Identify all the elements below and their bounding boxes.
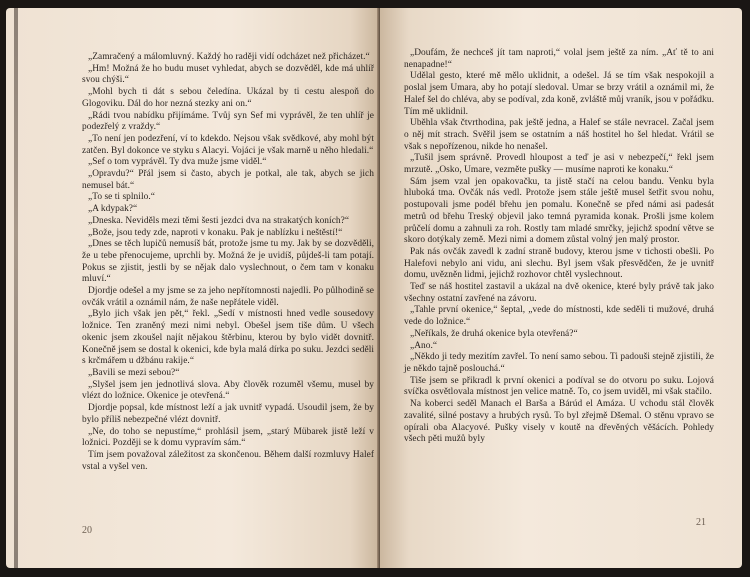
paragraph: „Tahle první okenice,“ šeptal, „vede do místnosti, kde seděli ti mužové, druhá vede do ložnice.“ <box>404 305 714 328</box>
paragraph: Udělal gesto, které mě mělo uklidnit, a odešel. Já se tím však nespokojil a poslal jsem Umara, aby ho potají sledoval. Umar se brzy vrátil a oznámil mi, že Halef šel do chléva, aby se podíval, zda koně, zvláště můj vraník, jsou v pořádku. Tím mě uklidnil. <box>404 71 714 117</box>
paragraph: Tiše jsem se přikradl k první okenici a podíval se do otvoru po suku. Lojová svíčka osvětlovala místnost jen velice matně. To, co jsem uviděl, mi však stačilo. <box>404 375 714 398</box>
paragraph: Djordje odešel a my jsme se za jeho nepřítomnosti najedli. Po půlhodině se ovčák vrátil a oznámil nám, že naše nepřátele viděl. <box>82 286 374 308</box>
paragraph: Teď se náš hostitel zastavil a ukázal na dvě okenice, které byly právě tak jako všechny ostatní zavřené na závoru. <box>404 282 714 304</box>
paragraph: „Neříkals, že druhá okenice byla otevřená?“ <box>410 328 578 339</box>
paragraph: „Mohl bych ti dát s sebou čeledína. Ukázal by ti cestu alespoň do Glogoviku. Dál do hor nezná stezky ani on.“ <box>82 87 374 109</box>
right-page <box>380 8 742 568</box>
paragraph: Uběhla však čtvrthodina, pak ještě jedna, a Halef se stále nevracel. Začal jsem o něj mít strach. Svěřil jsem se ostatním a náš hostitel ho šel hledat. Vrátil se však s nepořízenou, nikde ho nenašel. <box>404 118 714 152</box>
left-page-text <box>82 52 374 473</box>
paragraph: Sám jsem vzal jen opakovačku, ta jistě stačí na celou bandu. Venku byla hluboká tma. Ovčák nás vedl. Protože jsem stále ještě musel šetřit svou nohu, postupovali jsme podél břehu jen pomalu. Konečně se před námi asi padesát metrů od břehu Treský objevil jako temná pyramida konak. Prošli jsme kolem průčelí domu a zahnuli za roh. Rostly tam mladé smrčky, jejichž spodní větve se skoro dotýkaly země. Mezi nimi a domem zůstal volný jen malý prostor. <box>404 176 714 246</box>
paragraph: „Sef o tom vyprávěl. Ty dva muže jsme viděl.“ <box>88 157 267 168</box>
paragraph: „Někdo ji tedy mezitím zavřel. To není samo sebou. Ti padouši stejně zjistili, že je někdo tajně poslouchá.“ <box>404 352 714 374</box>
paragraph: „A kdypak?“ <box>88 204 138 215</box>
paragraph: „Ne, do toho se nepustíme,“ prohlásil jsem, „starý Mübarek jistě leží v ložnici. Později se k domu vypravím sám.“ <box>82 426 374 449</box>
paragraph: „Ano.“ <box>410 340 438 351</box>
page-number-left: 20 <box>82 525 92 536</box>
page-number-right: 21 <box>696 517 706 528</box>
paragraph: Djordje popsal, kde místnost leží a jak uvnitř vypadá. Usoudil jsem, že by bylo příliš nebezpečné vlézt dovnitř. <box>82 403 374 425</box>
paragraph: Pak nás ovčák zavedl k zadní straně budovy, kterou jsme v tichosti obešli. Po Halefovi nebylo ani vidu, ani slechu. Byl jsem však přesvědčen, že je uvnitř domu, uvězněn lidmi, jejichž rozhovor chtěl vyslechnout. <box>404 246 714 281</box>
paragraph: „Hm! Možná že ho budu muset vyhledat, abych se dozvěděl, kde má uhlíř svou chýši.“ <box>82 63 374 86</box>
paragraph: „Tušil jsem správně. Provedl hloupost a teď je asi v nebezpečí,“ řekl jsem mrzutě. „Osko, Umare, vezměte pušky — musíme naproti ke konaku.“ <box>404 153 714 176</box>
paragraph: „Opravdu?“ Přál jsem si často, abych je potkal, ale tak, abych se jich nemusel bát.“ <box>82 169 374 191</box>
paragraph: „Bavili se mezi sebou?“ <box>88 367 180 378</box>
paragraph: „Zamračený a málomluvný. Každý ho raději vidí odcházet než přicházet.“ <box>88 52 370 62</box>
paragraph: „Bože, jsou tedy zde, naproti v konaku. Pak je nablízku i neštěstí!“ <box>88 227 343 238</box>
paragraph: „To se ti splnilo.“ <box>88 192 155 203</box>
paragraph: „Dneska. Neviděls mezi těmi šesti jezdci dva na strakatých koních?“ <box>88 215 350 226</box>
paragraph: Na koberci seděl Manach el Barša a Bárúd el Amáza. U vchodu stál člověk zavalité, silné postavy a hrubých rysů. To byl zřejmě Dšemal. O stěnu vpravo se opírali oba Alacyové. Pušky visely v koutě na dřevěných věšácích. Pohledy všech pěti mužů byly <box>404 399 714 445</box>
paragraph: „Dnes se těch lupičů nemusíš bát, protože jsme tu my. Jak by se dozvěděli, že u tebe přenocujeme, uprchli by. Možná že je uvidíš, půjdeš-li tam potají. Pokus se zjistit, jestli by se nějak dalo vyslechnout, o čem tam v konaku mluví.“ <box>82 239 374 285</box>
page-edge-shadow <box>14 8 18 568</box>
paragraph: Tím jsem považoval záležitost za skončenou. Během další rozmluvy Halef vstal a vyšel ven. <box>82 449 374 472</box>
paragraph: „To není jen podezření, ví to kdekdo. Nejsou však svědkové, aby mohl být zatčen. Byl dokonce ve styku s Alacyi. Vojáci je však marně u něho hledali.“ <box>82 133 374 156</box>
paragraph: „Doufám, že nechceš jít tam naproti,“ volal jsem ještě za ním. „Ať tě to ani nenapadne!“ <box>404 48 714 70</box>
open-book <box>6 8 742 568</box>
left-page <box>6 8 380 568</box>
paragraph: „Bylo jich však jen pět,“ řekl. „Sedí v místnosti hned vedle sousedovy ložnice. Ten zraněný mezi nimi nebyl. Obešel jsem tiše dům. U všech okenic jsem zkoušel najít nějakou štěrbinu, kterou by bylo vidět dovnitř. Konečně jsem se dostal k okenici, kde byla malá dírka po suku. Jezdci seděli s krčmářem u džbánu rakije.“ <box>82 309 374 367</box>
right-page-text <box>404 48 714 446</box>
paragraph: „Rádi tvou nabídku přijímáme. Tvůj syn Sef mi vyprávěl, že ten uhlíř je podezřelý z vraždy.“ <box>82 110 374 133</box>
paragraph: „Slyšel jsem jen jednotlivá slova. Aby člověk rozuměl všemu, musel by vlézt do ložnice. Okenice je otevřená.“ <box>82 379 374 402</box>
